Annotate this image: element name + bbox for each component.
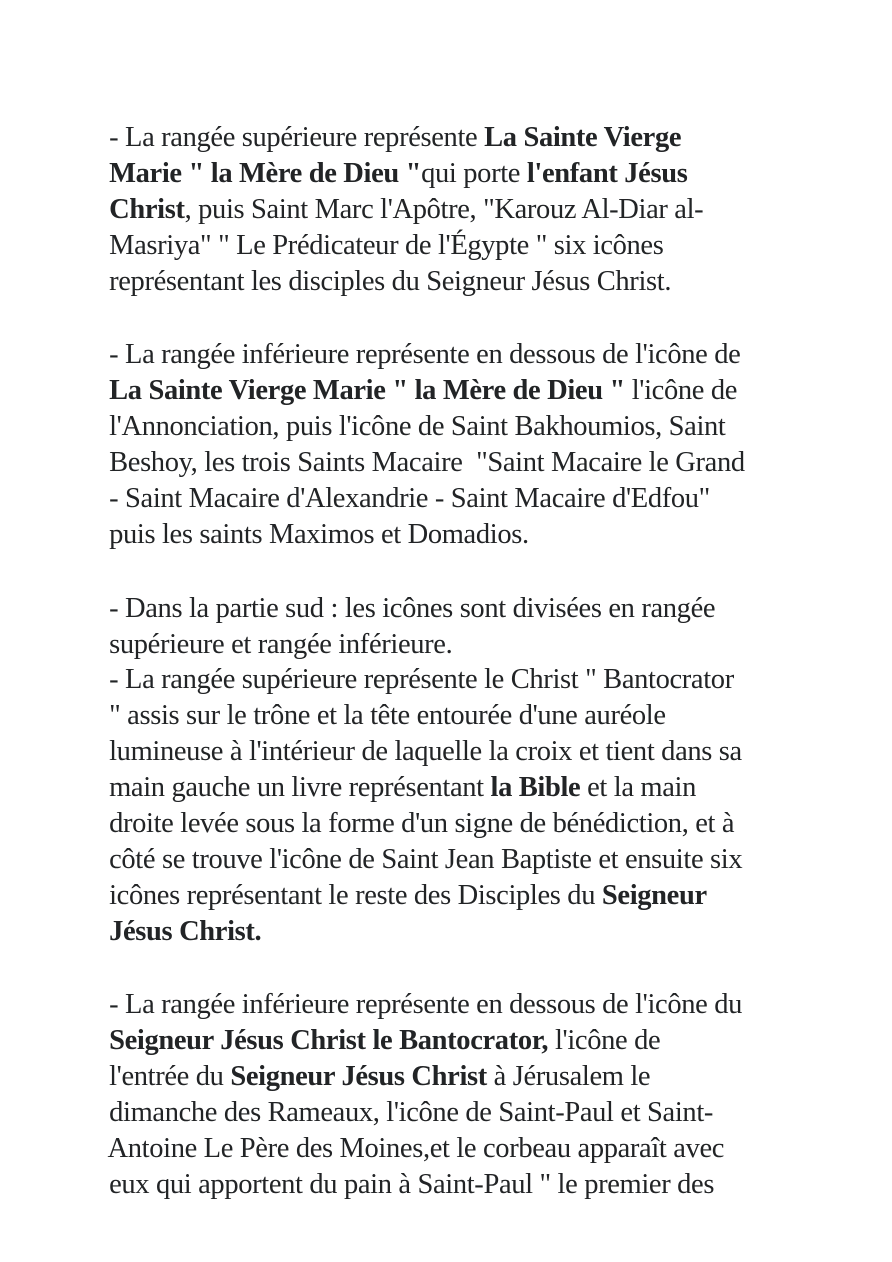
text-segment: Beshoy, les trois Saints Macaire "Saint Macaire le Grand [109,447,745,478]
text-segment: droite levée sous la forme d'un signe de bénédiction, et à [109,808,735,839]
text-segment: " assis sur le trône et la tête entourée d'une auréole [109,700,666,731]
text-segment: l'entrée du [109,1061,231,1092]
text-segment: - La rangée supérieure représente [109,122,485,153]
text-line [82,228,672,297]
bold-text-segment: La Sainte Vierge Marie " la Mère de Dieu " [109,375,625,406]
text-segment: lumineuse à l'intérieur de laquelle la croix et tient dans sa [109,736,742,767]
text-line [82,301,741,370]
bold-text-segment: La Sainte Vierge [484,122,682,153]
bold-text-segment: Seigneur [601,880,707,911]
text-segment: - La rangée inférieure représente en dessous de l'icône du [109,989,743,1020]
text-line [82,698,742,767]
text-segment: main gauche un livre représentant [109,772,491,803]
text-line [82,662,666,731]
text-segment: représentant les disciples du Seigneur Jésus Christ. [109,266,672,297]
text-segment: et la main [580,772,697,803]
text-line [82,626,734,695]
text-segment: l'icône de [548,1025,661,1056]
text-line [82,1095,725,1164]
text-line [82,373,726,442]
text-segment: , puis Saint Marc l'Apôtre, "Karouz Al-Diar al- [184,194,704,225]
text-line [82,842,707,911]
bold-text-segment: l'enfant Jésus [526,158,688,189]
text-line [82,987,661,1056]
text-segment: - Dans la partie sud : les icônes sont divisées en rangée [109,593,716,624]
bold-text-segment: Marie " la Mère de Dieu " [109,158,422,189]
text-segment: icônes représentant le reste des Disciples du [109,880,602,911]
text-line [82,1023,651,1092]
text-line [82,120,688,189]
text-line [82,84,682,153]
text-line [82,409,745,478]
text-segment: - La rangée supérieure représente le Christ " Bantocrator [109,664,734,695]
text-line [82,951,743,1020]
text-segment: supérieure et rangée inférieure. [109,629,453,660]
text-segment: Masriya" " Le Prédicateur de l'Égypte " six icônes [109,230,664,261]
text-line [82,806,743,875]
text-segment: eux qui apportent du pain à Saint-Paul " le premier des [109,1169,715,1200]
text-line [82,878,262,947]
bold-text-segment: Seigneur Jésus Christ le Bantocrator, [109,1025,549,1056]
bold-text-segment: Jésus Christ. [109,916,262,947]
text-segment: puis les saints Maximos et Domadios. [109,519,529,550]
bold-text-segment: Christ [109,194,185,225]
text-segment: dimanche des Rameaux, l'icône de Saint-Paul et Saint- [109,1097,714,1128]
text-segment: à Jérusalem le [486,1061,651,1092]
text-line [82,192,664,261]
bold-text-segment: Seigneur Jésus Christ [230,1061,487,1092]
text-segment: - La rangée inférieure représente en dessous de l'icône de [109,339,741,370]
text-segment: côté se trouve l'icône de Saint Jean Baptiste et ensuite six [109,844,743,875]
text-line [82,555,716,624]
text-line [82,1131,715,1200]
bold-text-segment: la Bible [490,772,581,803]
text-line [82,1059,714,1128]
text-segment: Antoine Le Père des Moines,et le corbeau apparaît avec [107,1133,725,1164]
text-segment: l'Annonciation, puis l'icône de Saint Bakhoumios, Saint [109,411,726,442]
text-segment: qui porte [421,158,527,189]
text-line [82,734,697,803]
text-line [82,770,735,839]
text-line [82,156,704,225]
text-line [82,337,738,406]
text-line [82,481,529,550]
text-line [82,591,453,660]
text-segment: - Saint Macaire d'Alexandrie - Saint Macaire d'Edfou" [109,483,710,514]
text-segment: l'icône de [624,375,738,406]
text-line [82,445,710,514]
